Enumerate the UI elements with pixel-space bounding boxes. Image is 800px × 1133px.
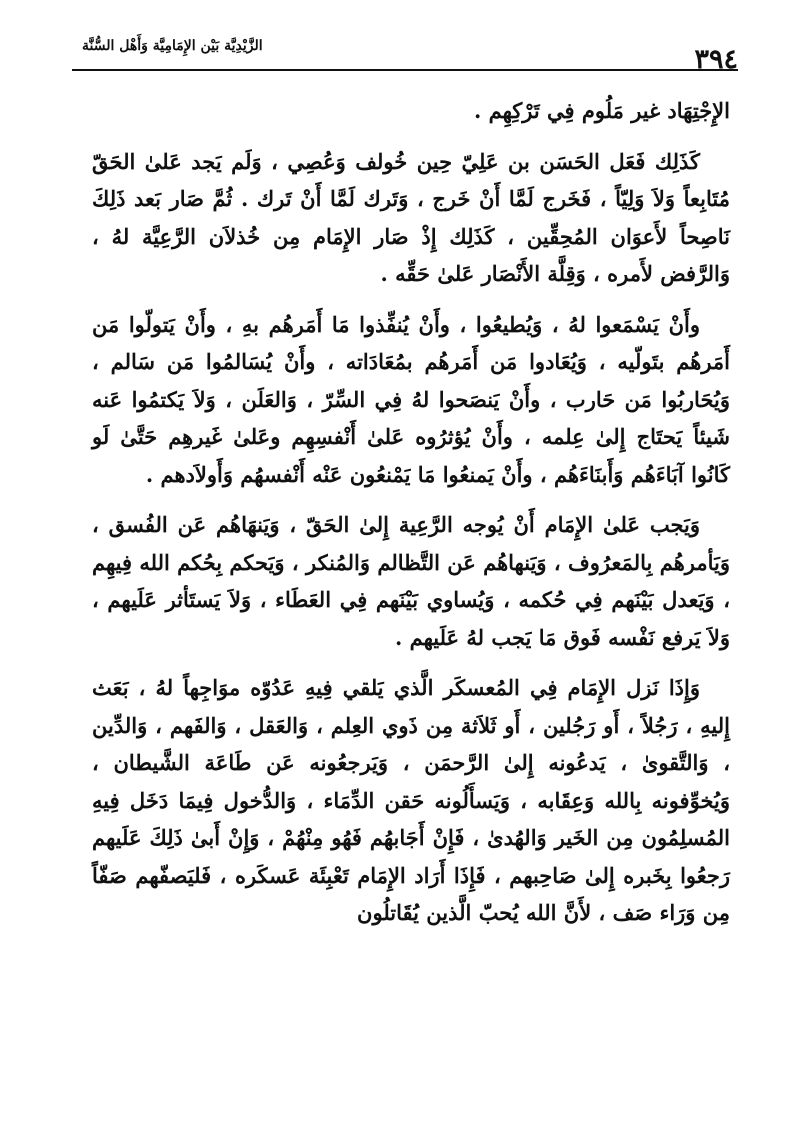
paragraph-1: الإِجْتِهَاد غير مَلُوم فِي تَرْكِهِم .: [473, 98, 730, 123]
body-text: [92, 92, 730, 945]
page-number: ٣٩٤: [694, 44, 738, 75]
paragraph-4: وَيَجب عَلىٰ الإِمَام أَنْ يُوجه الرَّعِية إِلىٰ الحَقّ ، وَيَنهَاهُم عَن الفُسق ، وَيَأمرهُم بِالمَعرُوف ، وَيَنهاهُم عَن التَّظالم وَالمُنكر ، وَيَحكم بِحُكم الله فِيهِم ، وَيَعدل بَيْنَهم فِي حُكمه ، وَيُساوي بَيْنَهم فِي العَطَاء ، وَلاَ يَستَأثر عَلَيهم ، وَلاَ يَرفع نَفْسه فَوق مَا يَجب لهُ عَلَيهم .: [92, 512, 730, 650]
header-divider: [72, 69, 738, 71]
page-header: [72, 28, 738, 75]
paragraph-2: كَذَلِك فَعَل الحَسَن بن عَلِيّ حِين خُولف وَعُصِي ، وَلَم يَجد عَلىٰ الحَقّ مُتَابِعاً وَلاَ وَلِيّاً ، فَخَرج لَمَّا أَنْ خَرج ، وَتَرك لَمَّا أَنْ تَرك . ثُمَّ صَار بَعد ذَلِكَ نَاصِحاً لأَعوَان المُحِقِّين ، كَذَلِك إِذْ صَار الإِمَام مِن خُذلاَن الرَّعِيَّة لهُ ، وَالرَّفض لأَمره ، وَقِلَّة الأَنْصَار عَلىٰ حَقِّه .: [92, 148, 730, 286]
running-title: الزَّيْدِيَّة بَيْن الإِمَامِيَّة وَأَهْل السُّنَّة: [82, 38, 263, 54]
paragraph-3: وأَنْ يَسْمَعوا لهُ ، وَيُطيعُوا ، وأَنْ يُنفِّذوا مَا أَمَرهُم بهِ ، وأَنْ يَتولّوا مَن أَمَرهُم بتَولّيه ، وَيُعَادوا مَن أَمَرهُم بمُعَادَاته ، وأَنْ يُسَالمُوا مَن سَالم ، وَيُحَاربُوا مَن حَارب ، وأَنْ يَنصَحوا لهُ فِي السِّرّ ، وَالعَلَن ، وَلاَ يَكتمُوا عَنه شَيئاً يَحتَاج إِلىٰ عِلمه ، وأَنْ يُؤثرُوه عَلىٰ أَنْفسِهِم وعَلىٰ غَيرهِم حَتَّىٰ لَو كَانُوا آبَاءَهُم وَأَبنَاءَهُم ، وأَنْ يَمنعُوا مَا يَمْنعُون عَنْه أَنْفسهُم وَأَولاَدهم .: [92, 311, 730, 487]
paragraph-5: وَإِذَا نَزل الإِمَام فِي المُعسكَر الَّذي يَلقي فِيهِ عَدُوّه موَاجِهاً لهُ ، بَعَث إِليهِ ، رَجُلاً ، أَو رَجُلين ، أَو ثَلاَثة مِن ذَوي العِلم ، وَالعَقل ، وَالفَهم ، وَالدِّين ، وَالتَّقوىٰ ، يَدعُونه إِلىٰ الرَّحمَن ، وَيَرجعُونه عَن طَاعَة الشَّيطان ، وَيُخوِّفونه بِالله وَعِقَابه ، وَيَسأَلُونه حَقن الدِّمَاء ، وَالدُّخول فِيمَا دَخَل فِيهِ المُسلِمُون مِن الخَير وَالهُدىٰ ، فَإِنْ أَجَابهُم فَهُو مِنْهُمْ ، وَإِنْ أَبىٰ ذَلِكَ عَلَيهم رَجعُوا بِخَبره إِلىٰ صَاحِبهم ، فَإِذَا أَرَاد الإِمَام تَعْبِئَة عَسكَره ، فَليَصفّهم صَفّاً مِن وَرَاء صَف ، لأَنَّ الله يُحبّ الَّذين يُقَاتلُون: [92, 675, 730, 925]
